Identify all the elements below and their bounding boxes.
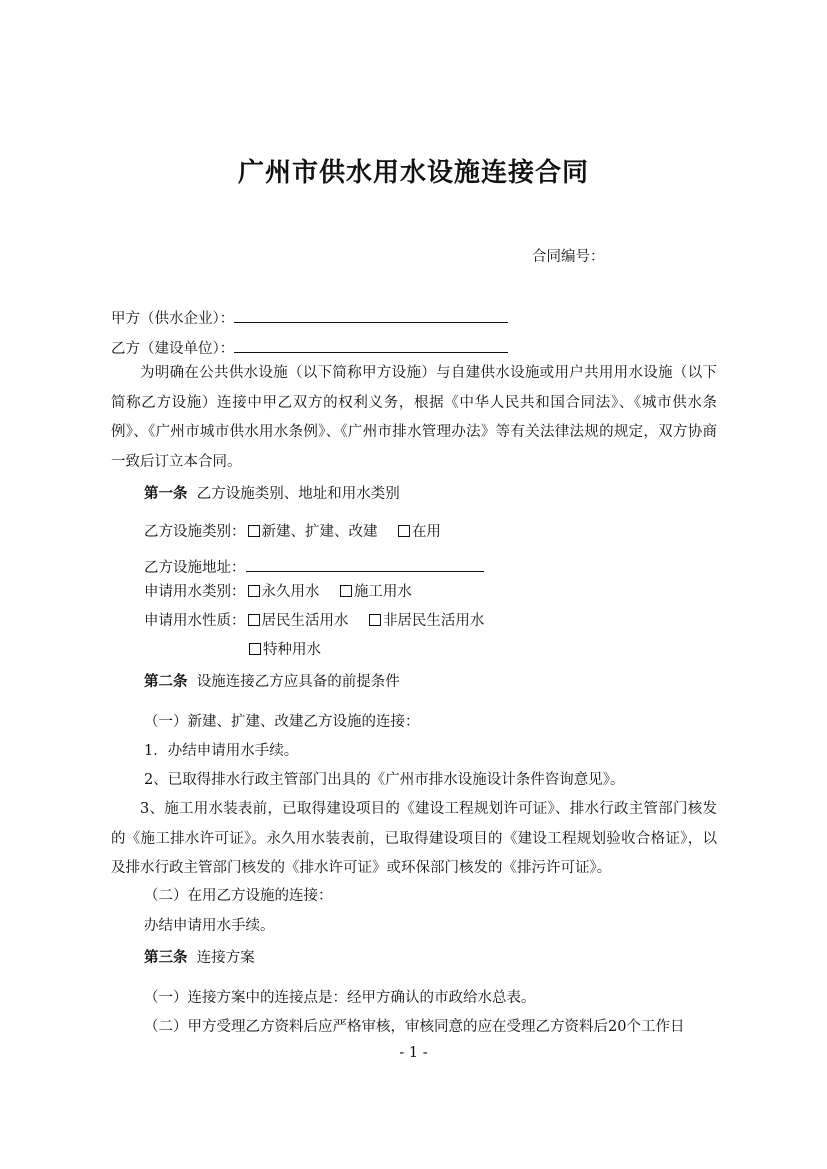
article-2-heading bbox=[144, 672, 400, 692]
article-3-heading bbox=[144, 948, 255, 968]
water-type-opt2: 施工用水 bbox=[353, 584, 412, 600]
checkbox-permanent[interactable] bbox=[248, 585, 260, 597]
article-2-sub2-text: 办结申请用水手续。 bbox=[144, 918, 275, 934]
article-2-item1: 1．办结申请用水手续。 bbox=[144, 743, 299, 759]
facility-address-row bbox=[144, 555, 484, 578]
water-nature-opt3: 特种用水 bbox=[263, 642, 321, 658]
party-a-label: 甲方（供水企业）： bbox=[111, 311, 235, 327]
intro-paragraph: 为明确在公共供水设施（以下简称甲方设施）与自建供水设施或用户共用用水设施（以下简称乙方设施）连接中甲乙双方的权利义务，根据《中华人民共和国合同法》、《城市供水条例》、《广州市城市供水用水条例》、《广州市排水管理办法》等有关法律法规的规定，双方协商一致后订立本合同。 bbox=[111, 365, 717, 470]
facility-type-opt2: 在用 bbox=[411, 524, 441, 540]
article-2-number: 第二条 bbox=[144, 674, 188, 690]
party-a-field[interactable] bbox=[234, 306, 508, 323]
checkbox-residential[interactable] bbox=[248, 614, 260, 626]
article-1-heading bbox=[144, 484, 400, 504]
water-type-label: 申请用水类别： bbox=[144, 584, 246, 600]
facility-type-opt1: 新建、扩建、改建 bbox=[261, 524, 378, 540]
article-3-item2: （二）甲方受理乙方资料后应严格审核，审核同意的应在受理乙方资料后20个工作日 bbox=[144, 1019, 685, 1035]
party-b-line bbox=[111, 336, 508, 359]
article-3-item1: （一）连接方案中的连接点是：经甲方确认的市政给水总表。 bbox=[144, 990, 536, 1006]
article-2-sub2: （二）在用乙方设施的连接： bbox=[144, 888, 333, 904]
article-2-item2: 2、已取得排水行政主管部门出具的《广州市排水设施设计条件咨询意见》。 bbox=[144, 772, 625, 788]
facility-address-label: 乙方设施地址： bbox=[144, 560, 246, 576]
water-nature-opt1: 居民生活用水 bbox=[261, 613, 349, 629]
facility-type-label: 乙方设施类别： bbox=[144, 524, 246, 540]
facility-type-row bbox=[144, 522, 441, 542]
water-type-opt1: 永久用水 bbox=[261, 584, 320, 600]
page-number: - 1 - bbox=[399, 1045, 428, 1061]
article-3-number: 第三条 bbox=[144, 950, 188, 966]
checkbox-in-use[interactable] bbox=[398, 525, 410, 537]
checkbox-construction[interactable] bbox=[340, 585, 352, 597]
article-2-sub1: （一）新建、扩建、改建乙方设施的连接： bbox=[144, 714, 420, 730]
water-nature-opt2: 非居民生活用水 bbox=[382, 613, 485, 629]
party-b-label: 乙方（建设单位）： bbox=[111, 341, 235, 357]
article-1-title: 乙方设施类别、地址和用水类别 bbox=[196, 486, 400, 502]
water-type-row bbox=[144, 582, 412, 602]
party-a-line bbox=[111, 306, 508, 329]
article-2-title: 设施连接乙方应具备的前提条件 bbox=[196, 674, 400, 690]
checkbox-new-build[interactable] bbox=[248, 525, 260, 537]
water-nature-row-2 bbox=[247, 640, 321, 660]
article-3-title: 连接方案 bbox=[196, 950, 255, 966]
water-nature-row bbox=[144, 611, 484, 631]
checkbox-special[interactable] bbox=[249, 643, 261, 655]
article-1-number: 第一条 bbox=[144, 486, 188, 502]
page-title: 广州市供水用水设施连接合同 bbox=[237, 158, 589, 188]
facility-address-field[interactable] bbox=[246, 555, 484, 572]
party-b-field[interactable] bbox=[234, 336, 508, 353]
checkbox-non-residential[interactable] bbox=[369, 614, 381, 626]
water-nature-label: 申请用水性质： bbox=[144, 613, 246, 629]
article-2-item3: 3、施工用水装表前，已取得建设项目的《建设工程规划许可证》、排水行政主管部门核发的《施工排水许可证》。永久用水装表前，已取得建设项目的《建设工程规划验收合格证》，以及排水行政主管部门核发的《排水许可证》或环保部门核发的《排污许可证》。 bbox=[111, 801, 717, 876]
contract-number-label: 合同编号： bbox=[532, 249, 605, 265]
